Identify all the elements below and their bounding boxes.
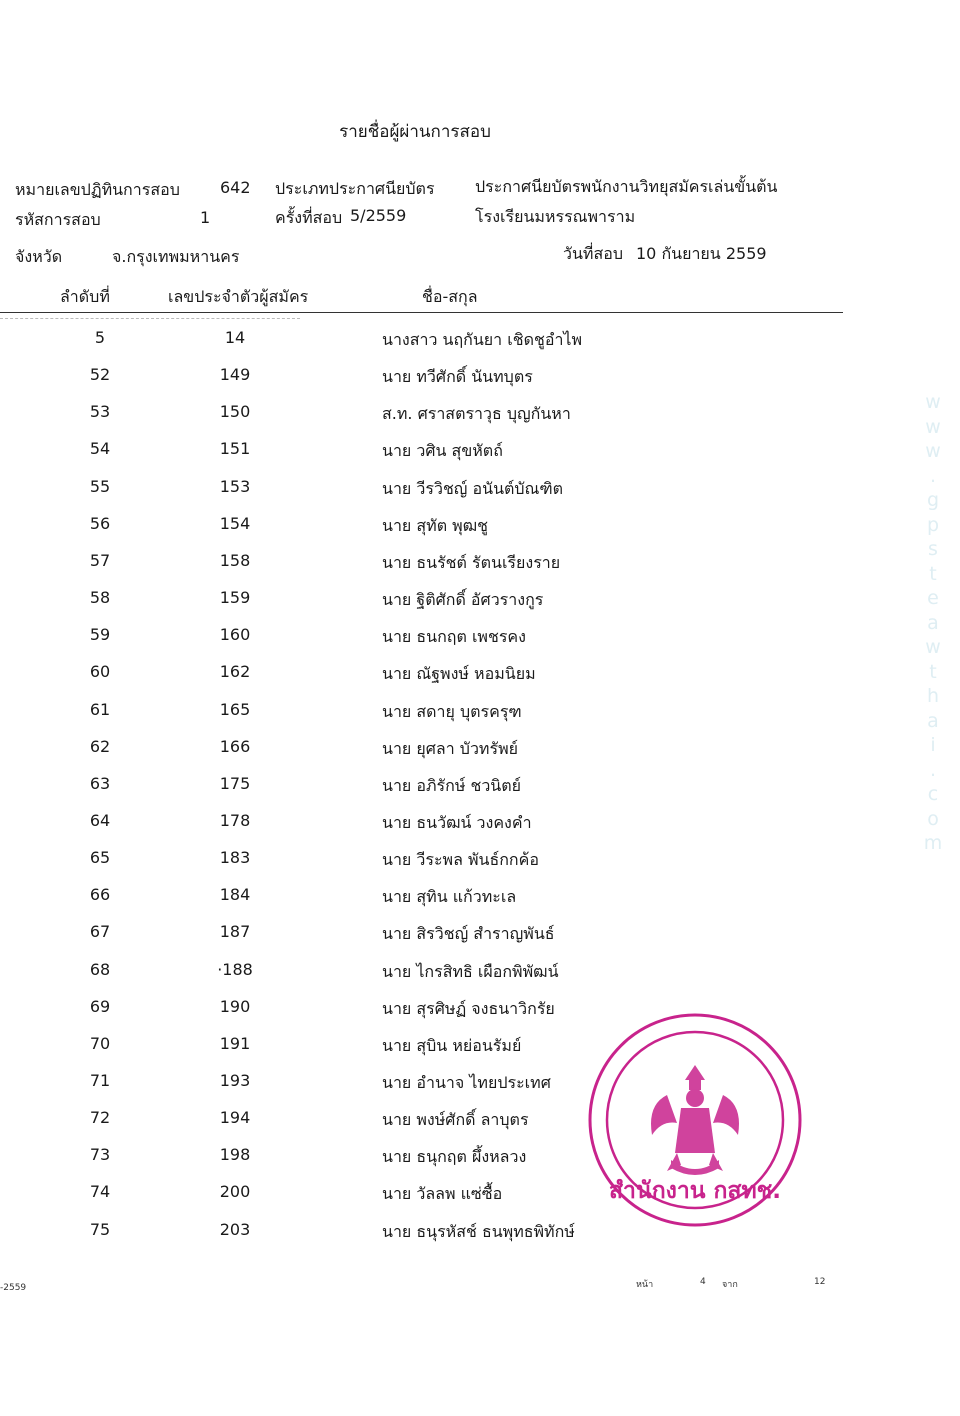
round-value: 5/2559 bbox=[350, 206, 407, 225]
venue: โรงเรียนมหรรณพาราม bbox=[475, 207, 636, 226]
row-name: นาย อำนาจ ไทยประเทศ bbox=[382, 1073, 551, 1092]
row-seq: 70 bbox=[89, 1033, 111, 1053]
footer-page-total: 12 bbox=[814, 1277, 826, 1287]
column-header-name: ชื่อ-สกุล bbox=[422, 287, 478, 306]
practice-label: หมายเลขปฏิทินการสอบ bbox=[15, 180, 180, 199]
table-row bbox=[0, 1220, 960, 1257]
row-seq: 62 bbox=[89, 736, 111, 756]
footer-page-label: หน้า bbox=[636, 1280, 654, 1290]
row-seq: 55 bbox=[89, 476, 111, 496]
row-applicant-id: 158 bbox=[219, 550, 251, 570]
row-applicant-id: 160 bbox=[219, 625, 251, 645]
column-header-seq: ลำดับที่ bbox=[60, 287, 110, 306]
row-applicant-id: 191 bbox=[219, 1033, 251, 1053]
row-applicant-id: 187 bbox=[219, 922, 251, 942]
table-row bbox=[0, 588, 960, 625]
row-name: นาย สิรวิชญ์ สำราญพันธ์ bbox=[382, 924, 555, 944]
code-label: รหัสการสอบ bbox=[15, 210, 101, 229]
date-label: วันที่สอบ bbox=[563, 244, 623, 263]
type-label: ประเภทประกาศนียบัตร bbox=[275, 179, 435, 198]
row-applicant-id: 165 bbox=[219, 699, 251, 719]
row-name: นาย ฐิติศักดิ์ อัศวรางกูร bbox=[382, 590, 544, 610]
row-seq: 59 bbox=[89, 625, 111, 645]
row-seq: 5 bbox=[94, 328, 106, 347]
footer-code: -2559 bbox=[0, 1283, 27, 1293]
row-applicant-id: 198 bbox=[219, 1145, 251, 1165]
row-name: นาย สุทัต พุฒชู bbox=[382, 515, 489, 535]
footer-of-label: จาก bbox=[722, 1280, 738, 1290]
row-name: นาย สุทิน แก้วทะเล bbox=[382, 887, 517, 907]
row-applicant-id: 184 bbox=[219, 885, 251, 905]
row-applicant-id: 150 bbox=[219, 402, 251, 422]
table-row bbox=[0, 885, 960, 922]
row-seq: 61 bbox=[89, 699, 111, 719]
row-seq: 75 bbox=[89, 1219, 111, 1239]
row-name: นางสาว นฤกันยา เชิดชูอำไพ bbox=[382, 330, 583, 349]
table-row bbox=[0, 662, 960, 699]
row-applicant-id: 14 bbox=[224, 328, 246, 347]
scan-artifact-rule bbox=[0, 318, 300, 319]
row-applicant-id: 153 bbox=[219, 476, 251, 496]
row-applicant-id: 200 bbox=[219, 1182, 251, 1202]
footer-page-current: 4 bbox=[700, 1277, 706, 1287]
row-name: นาย สดายุ บุตรครุฑ bbox=[382, 701, 522, 721]
row-name: นาย ทวีศักดิ์ นันทบุตร bbox=[382, 367, 533, 387]
row-applicant-id: 154 bbox=[219, 513, 251, 533]
row-name: นาย วศิน สุขหัตถ์ bbox=[382, 441, 503, 461]
row-seq: 56 bbox=[89, 513, 111, 533]
watermark-text: w w w . g p s t e a w t h a i . c o m bbox=[923, 391, 943, 854]
garuda-emblem-icon bbox=[651, 1065, 739, 1175]
header-rule bbox=[0, 312, 843, 313]
row-applicant-id: 178 bbox=[219, 810, 251, 830]
row-name: นาย ยุศลา บัวทรัพย์ bbox=[382, 738, 518, 758]
row-seq: 72 bbox=[89, 1108, 111, 1128]
table-row bbox=[0, 551, 960, 588]
row-applicant-id: 203 bbox=[219, 1219, 251, 1239]
round-label: ครั้งที่สอบ bbox=[275, 208, 343, 227]
stamp-text: สำนักงาน กสทช. bbox=[609, 1178, 781, 1204]
row-seq: 71 bbox=[89, 1071, 111, 1090]
row-name: นาย สุบิน หย่อนรัมย์ bbox=[382, 1035, 522, 1055]
row-seq: 65 bbox=[89, 848, 111, 868]
row-name: นาย ธนุกฤต ผึ้งหลวง bbox=[382, 1147, 527, 1167]
row-seq: 54 bbox=[89, 439, 111, 459]
row-seq: 60 bbox=[89, 662, 111, 682]
row-seq: 73 bbox=[89, 1145, 111, 1165]
row-applicant-id: 175 bbox=[219, 773, 251, 793]
table-row bbox=[0, 1182, 960, 1219]
row-applicant-id: 159 bbox=[219, 588, 251, 608]
table-row bbox=[0, 514, 960, 551]
column-header-applicant: เลขประจำตัวผู้สมัคร bbox=[168, 287, 309, 306]
table-row bbox=[0, 439, 960, 476]
table-row bbox=[0, 700, 960, 737]
row-name: ส.ท. ศราสตราวุธ บุญกันหา bbox=[382, 404, 571, 424]
row-applicant-id: 190 bbox=[219, 996, 251, 1016]
row-name: นาย พงษ์ศักดิ์ ลาบุตร bbox=[382, 1110, 529, 1130]
row-applicant-id: 151 bbox=[219, 439, 251, 459]
province-value: จ.กรุงเทพมหานคร bbox=[112, 247, 240, 266]
row-seq: 52 bbox=[89, 365, 111, 385]
table-row bbox=[0, 960, 960, 997]
row-name: นาย วีรวิชญ์ อนันต์บัณฑิต bbox=[382, 478, 564, 498]
row-name: นาย ณัฐพงษ์ หอมนิยม bbox=[382, 664, 536, 684]
row-name: นาย ธนรัชต์ รัตนเรียงราย bbox=[382, 552, 561, 572]
row-name: นาย สุรศิษฏ์ จงธนาวิกรัย bbox=[382, 998, 555, 1018]
date-value: 10 กันยายน 2559 bbox=[636, 244, 767, 263]
row-seq: 53 bbox=[89, 402, 111, 422]
row-name: นาย ธนกฤต เพชรคง bbox=[382, 627, 526, 647]
table-row bbox=[0, 1108, 960, 1145]
table-row bbox=[0, 1071, 960, 1108]
row-seq: 68 bbox=[89, 959, 111, 979]
table-row bbox=[0, 737, 960, 774]
row-name: นาย วัลลพ แซ่ซื้อ bbox=[382, 1184, 503, 1204]
type-value: ประกาศนียบัตรพนักงานวิทยุสมัครเล่นขั้นต้น bbox=[475, 177, 778, 196]
row-applicant-id: 183 bbox=[219, 848, 251, 868]
row-name: นาย ไกรสิทธิ เผือกพิพัฒน์ bbox=[382, 961, 559, 981]
row-seq: 58 bbox=[89, 588, 111, 608]
table-row bbox=[0, 625, 960, 662]
row-applicant-id: 162 bbox=[219, 662, 251, 682]
row-applicant-id: 193 bbox=[219, 1071, 251, 1090]
row-seq: 69 bbox=[89, 996, 111, 1016]
table-row bbox=[0, 365, 960, 402]
row-seq: 67 bbox=[89, 922, 111, 942]
practice-value: 642 bbox=[220, 178, 251, 197]
table-row bbox=[0, 922, 960, 959]
row-seq: 74 bbox=[89, 1182, 111, 1202]
row-applicant-id: 166 bbox=[219, 736, 251, 756]
province-label: จังหวัด bbox=[15, 247, 63, 266]
row-seq: 57 bbox=[89, 550, 111, 570]
table-row bbox=[0, 1145, 960, 1182]
page-title: รายชื่อผู้ผ่านการสอบ bbox=[339, 122, 491, 142]
row-seq: 63 bbox=[89, 773, 111, 793]
official-stamp bbox=[585, 1010, 805, 1230]
table-row bbox=[0, 997, 960, 1034]
table-row bbox=[0, 811, 960, 848]
table-row bbox=[0, 774, 960, 811]
row-applicant-id: ·188 bbox=[217, 959, 253, 979]
row-applicant-id: 194 bbox=[219, 1108, 251, 1128]
row-name: นาย ธนวัฒน์ วงคงคำ bbox=[382, 812, 532, 832]
table-row bbox=[0, 402, 960, 439]
row-name: นาย ธนุรหัสช์ ธนพุทธพิทักษ์ bbox=[382, 1221, 575, 1241]
row-applicant-id: 149 bbox=[219, 365, 251, 385]
row-name: นาย วีระพล พันธ์กกค้อ bbox=[382, 850, 539, 870]
row-seq: 64 bbox=[89, 810, 111, 830]
code-value: 1 bbox=[200, 208, 211, 227]
table-row bbox=[0, 328, 960, 365]
table-row bbox=[0, 848, 960, 885]
row-name: นาย อภิรักษ์ ชวนิตย์ bbox=[382, 775, 521, 795]
table-row bbox=[0, 1034, 960, 1071]
row-seq: 66 bbox=[89, 885, 111, 905]
table-row bbox=[0, 477, 960, 514]
